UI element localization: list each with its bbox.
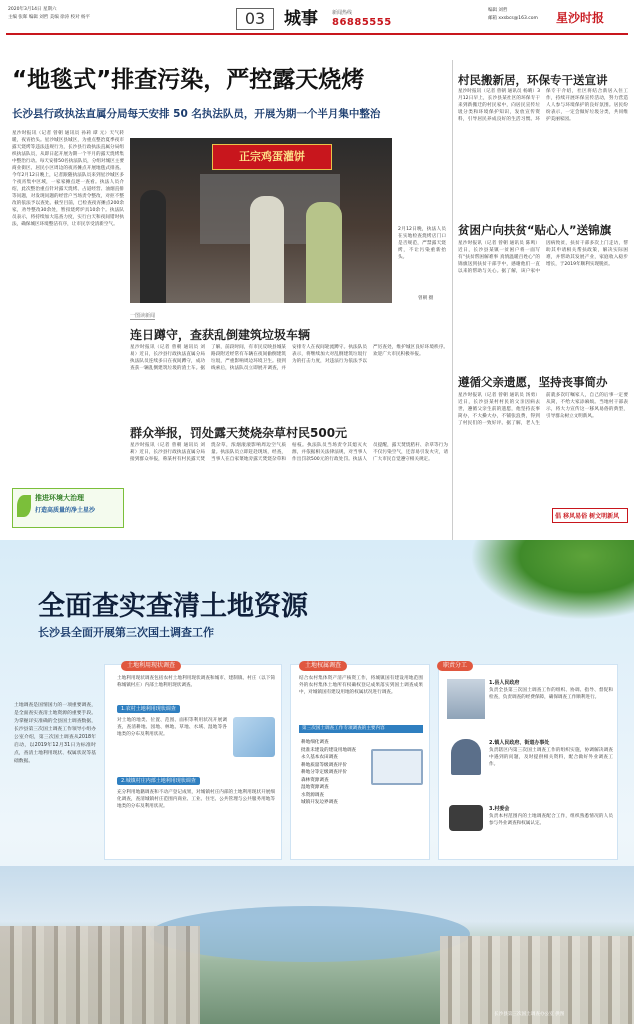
role3-text: 负责本村范围内的土地调查配合工作，组织熟悉情况的人员参与外业调查和权属认定。: [489, 814, 613, 826]
lead-photo: [130, 138, 392, 303]
sec1-card: [104, 664, 282, 860]
masthead-editor: 主编 张晖 编辑 刘哲 美编 徐涛 校对 杨平: [8, 15, 91, 20]
right3-body: 星沙时报讯（记者 曾朝 通讯员 汤勇）近日，长沙县某村村民的父亲因病去世，遵循父亲生前的遗愿，他坚持丧事简办，不大操大办，不铺张浪费，得到了村民们的一致好评。据了解，老人生前就多次叮嘱家人，自己的后事一定要从简，不给大家添麻烦。当地村干部表示，将大力宣传这一移风易俗的典型，引导群众树立文明新风。: [458, 393, 628, 426]
sec2-label: 土地权属调查: [299, 661, 347, 671]
sec2-list-item: 耕地质量等级调查评价: [301, 762, 347, 768]
promo-sub: 打造高质量的净土星沙: [35, 507, 96, 514]
role1-building-icon: [447, 679, 485, 719]
sec2-box-title: 第三次国土调查工作专项调查的主要内容: [299, 725, 423, 733]
mid2-headline: 群众举报，罚处露天焚烧杂草村民500元: [130, 426, 348, 440]
photo-shop-sign-text: 正宗鸡蛋灌饼: [239, 150, 305, 163]
masthead-right-2: 邮箱 xxsbcs@163.com: [488, 16, 538, 21]
sec1-item2-text: 充分利用地籍调查和不动产登记成果，对城镇村庄内部的土地利用现状开展细化调查，查清城镇村庄范围内商业、工业、住宅、公共管理与公共服务用地等地类的分布及利用状况。: [117, 790, 275, 809]
feature-title: 全面查实查清土地资源: [38, 591, 308, 622]
photo-officer-2: [306, 202, 342, 303]
lead-body: 星沙时报讯（记者 曾朝 通讯员 孙莉 谭 元）天气转暖，夜宵抬头。星沙城区县城区，为重点整治夏季夜市露天烧烤等违法违规行为，长沙县行政执法直属分局组织执法队员，从即日起开展为期一个半月的露天烧烤集中整治行动。每天安排50名执法队员，分组对城区主要商业街区、居民小区周边的夜宵摊点开展地毯式排查。今年2月12日晚上，记者跟随执法队员来到星沙城区多个夜宵集中区域，一家家摊点逐一查看。执法人员介绍，此次整治重点针对露天烧烤、占道经营、油烟直排等问题，对发现问题的经营户当场责令整改，对拒不整改的依法予以查处。截至目前，已检查夜宵摊点200余家，劝导整改30余处，暂扣烧烤炉具10余个。执法队员表示，将持续加大巡查力度，实行白天和夜间错时执法，确保城区环境整洁有序，让市民享受清新空气。: [12, 131, 124, 227]
sec1-item1: 1.农村土地利用现状调查: [117, 705, 180, 713]
feature-subtitle: 长沙县全面开展第三次国土调查工作: [38, 626, 214, 639]
city-photo: [0, 866, 634, 1024]
city-photo-credit: 长沙县第三次国土调查办公室 供图: [494, 1012, 565, 1017]
mid1-body: 星沙时报讯（记者 曾朝 通讯员 刘易）近日，长沙县行政执法直属分局执法队员连续多日在夜间蹲守，成功查获一辆乱倒建筑垃圾的渣土车。据了解，前段时间，有市民反映县城某路段附近经常有车辆在夜间偷倒建筑垃圾，严重影响周边环境卫生。接到线索后，执法队员立即展开调查，并安排专人在夜间轮流蹲守。执法队员表示，将继续加大对乱倒建筑垃圾行为的打击力度，对违法行为依法予以严厉查处，维护城区良好环境秩序。欢迎广大市民积极举报。: [130, 345, 448, 371]
hotline-number: 86885555: [332, 17, 392, 28]
page-number: 03: [236, 8, 274, 30]
right2-headline: 贫困户向扶贫“贴心人”送锦旗: [458, 223, 612, 237]
sec3-label: 职责分工: [437, 661, 473, 671]
brand-logo: 星沙时报: [556, 11, 605, 25]
right1-body: 星沙时报讯（记者 曾朝 通讯员 杨晴）3月12日早上，长沙县某社区的环保专干来到新搬迁的村民家中，向居民宣传垃圾分类和环境保护知识，发放宣传资料，引导居民养成良好的生活习惯。环保专干介绍，社区将结合新居入住工作，持续开展环保宣传活动，努力营造人人参与环境保护的良好氛围。居民纷纷表示，一定会做好垃圾分类，共同维护美丽家园。: [458, 89, 628, 122]
right2-body: 星沙时报讯（记者 曾朝 通讯员 陈鸣）近日，长沙县某镇一贫困户将一面写有“扶贫帮困解难事 真情温暖百姓心”的锦旗送到扶贫干部手中，感谢他们一直以来的帮助与关心。据了解，该户家中因病致贫，扶贫干部多次上门走访，帮助其申请相关帮扶政策，解决实际困难，并帮助其发展产业，家庭收入稳步增长，于2019年顺利实现脱贫。: [458, 241, 628, 274]
sec1-item2: 2.城镇村庄内部土地利用现状调查: [117, 777, 200, 785]
promo-box: [12, 488, 124, 528]
sec2-list-item: 耕地细化调查: [301, 740, 329, 745]
section-name: 城事: [284, 9, 318, 29]
right1-headline: 村民搬新居，环保专干送宣讲: [458, 73, 608, 87]
promo-leaf-icon: [17, 495, 31, 517]
mid1-headline: 连日蹲守，查获乱倒建筑垃圾车辆: [130, 328, 311, 342]
promo-title: 推进环境大治理: [35, 494, 84, 502]
feature-intro: 土地调查是国情国力的一项重要调查，是全面查实查清土地资源的重要手段。为掌握详实准确的全县国土调查数据，长沙县第三次国土调查工作领导小组办公室介绍，第三次国土调查从2018年启动，以2019年12月31日为标准时点，查清土地利用现状、权属状况等基础数据。: [14, 703, 96, 764]
sec1-item1-text: 对土地的地类、位置、范围、面积等利用状况开展调查，查清耕地、园地、林地、草地、水域、湿地等各地类的分布及利用状况。: [117, 718, 227, 737]
sec2-list-item: 森林资源调查: [301, 777, 329, 783]
masthead-date: 2020年3月14日 星期六: [8, 7, 57, 12]
role2-title: 2.镇人民政府、街道办事处: [489, 740, 550, 746]
sec3-card: [438, 664, 618, 860]
right-badge: 倡 移风易俗 树文明新风: [552, 508, 628, 523]
role3-hand-icon: [449, 805, 483, 831]
sec1-label: 土地利用现状调查: [121, 661, 181, 671]
sec2-list-item: 湿地资源调查: [301, 785, 329, 790]
sec2-list-item: 水资源调查: [301, 792, 324, 798]
col-divider-main: [452, 60, 453, 540]
sec2-text: 结合农村集体资产清产核资工作，将城镇国有建设用地范围外的农村集体土地所有权确权登记成果落实到国土调查成果中，对城镇国有建设用地的权属状况进行调查。: [299, 676, 423, 695]
lead-headline: “地毯式”排查污染，严控露天烧烤: [12, 67, 365, 93]
sec2-monitor-icon: [371, 749, 423, 785]
lead-photo-credit: 曾朝 摄: [418, 296, 434, 301]
mid1-tag: 一图读新闻: [130, 313, 156, 319]
photo-shop-sign: [212, 144, 332, 170]
hotline-label: 新闻热线: [332, 10, 353, 16]
photo-officer-1: [250, 196, 284, 303]
masthead-right-1: 编辑 刘哲: [488, 8, 508, 13]
role2-person-icon: [451, 739, 481, 775]
sec2-list-item: 永久基本农田调查: [301, 755, 338, 760]
lead-subhead: 长沙县行政执法直属分局每天安排 50 名执法队员，开展为期一个半月集中整治: [12, 108, 381, 120]
sec2-list-item: 耕地分等定级调查评价: [301, 770, 347, 775]
role2-text: 负责辖区内第三次国土调查工作的组织实施，协调解决调查中遇到的问题，及时提供相关资料，配合做好外业调查工作。: [489, 748, 613, 767]
role1-title: 1.县人民政府: [489, 680, 520, 686]
sec1-text: 土地利用现状调查包括农村土地利用现状调查和城市、建制镇、村庄（以下简称城镇村庄）内部土地利用现状调查。: [117, 676, 275, 688]
city-buildings-right: [440, 936, 634, 1024]
masthead-rule: [6, 33, 628, 35]
photo-officer-3: [140, 190, 166, 303]
mid2-body: 星沙时报讯（记者 曾朝 通讯员 刘莉）近日，长沙县行政执法直属分局接到群众举报，称某村有村民露天焚烧杂草，浓烟滚滚影响周边空气质量。执法队员立即赶赴现场，经查，当事人在自家菜地旁露天焚烧杂草和枯枝。执法队员当场责令其熄灭火源，并依据相关法律法规，对当事人作出罚款500元的行政处罚。执法人员提醒，露天焚烧秸秆、杂草等行为不仅污染空气，还容易引发火灾，请广大市民自觉遵守相关规定。: [130, 443, 448, 462]
city-buildings-left: [0, 926, 200, 1024]
sec2-card: [290, 664, 430, 860]
feature-tree-icon: [470, 540, 634, 620]
sec2-list: [301, 739, 367, 807]
sec2-list-item: 城镇开发边界调查: [301, 800, 338, 805]
role3-title: 3.村委会: [489, 806, 510, 812]
sec2-list-item: 批准未建设的建设用地调查: [301, 747, 357, 753]
role1-text: 负责全县第三次国土调查工作的组织、协调、指导、督促和检查，负责调查的经费保障，确保调查工作顺利进行。: [489, 688, 613, 700]
right3-headline: 遵循父亲遗愿，坚持丧事简办: [458, 375, 608, 389]
sec1-map-icon: [233, 717, 275, 757]
lead-photo-caption: 2月12日晚，执法人员在实地检查烧烤店门口是否规范，严禁露天烧烤，不让污染重新抬头。: [398, 227, 446, 260]
